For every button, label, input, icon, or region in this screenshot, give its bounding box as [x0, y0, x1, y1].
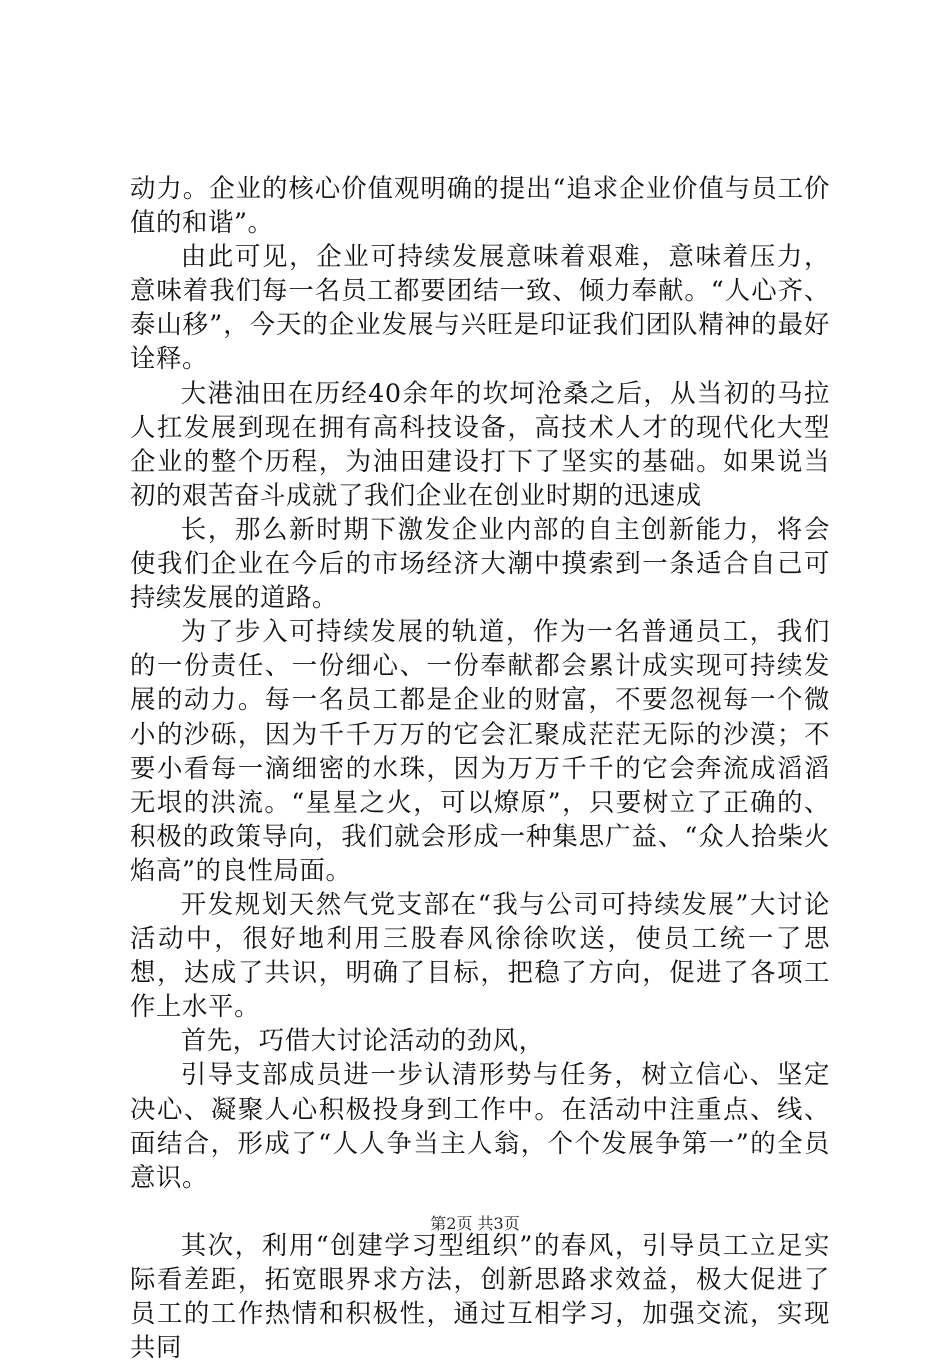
document-body [130, 171, 830, 1364]
paragraph-4: 长，那么新时期下激发企业内部的自主创新能力，将会使我们企业在今后的市场经济大潮中摸索到一条适合自己可持续发展的道路。 [130, 513, 830, 613]
paragraph-7: 首先，巧借大讨论活动的劲风， [180, 1025, 545, 1056]
page-footer [0, 1214, 950, 1234]
paragraph-8: 引导支部成员进一步认清形势与任务，树立信心、坚定决心、凝聚人心积极投身到工作中。在活动中注重点、线、面结合，形成了“人人争当主人翁，个个发展争第一”的全员意识。 [130, 1059, 830, 1192]
paragraph-9: 其次，利用“创建学习型组织”的春风，引导员工立足实际看差距，拓宽眼界求方法，创新思路求效益，极大促进了员工的工作热情和积极性，通过互相学习，加强交流，实现共同 [130, 1229, 830, 1363]
paragraph-1: 动力。企业的核心价值观明确的提出“追求企业价值与员工价值的和谐”。 [130, 173, 830, 238]
paragraph-5: 为了步入可持续发展的轨道，作为一名普通员工，我们的一份责任、一份细心、一份奉献都会累计成实现可持续发展的动力。每一名员工都是企业的财富，不要忽视每一个微小的沙砾，因为千千万万的它会汇聚成茫茫无际的沙漠；不要小看每一滴细密的水珠，因为万万千千的它会奔流成滔滔无垠的洪流。“星星之火，可以燎原”，只要树立了正确的、积极的政策导向，我们就会形成一种集思广益、“众人拾柴火焰高”的良性局面。 [130, 616, 830, 885]
paragraph-2: 由此可见，企业可持续发展意味着艰难，意味着压力，意味着我们每一名员工都要团结一致、倾力奉献。“人心齐、泰山移”，今天的企业发展与兴旺是印证我们团队精神的最好诠释。 [130, 241, 830, 374]
paragraph-3: 大港油田在历经40余年的坎坷沧桑之后，从当初的马拉人扛发展到现在拥有高科技设备，高技术人才的现代化大型企业的整个历程，为油田建设打下了坚实的基础。如果说当初的艰苦奋斗成就了我们企业在创业时期的迅速成 [130, 377, 830, 510]
paragraph-6: 开发规划天然气党支部在“我与公司可持续发展”大讨论活动中，很好地利用三股春风徐徐吹送，使员工统一了思想，达成了共识，明确了目标，把稳了方向，促进了各项工作上水平。 [130, 888, 830, 1022]
page-number-label: 第2页 共3页 [430, 1214, 520, 1233]
